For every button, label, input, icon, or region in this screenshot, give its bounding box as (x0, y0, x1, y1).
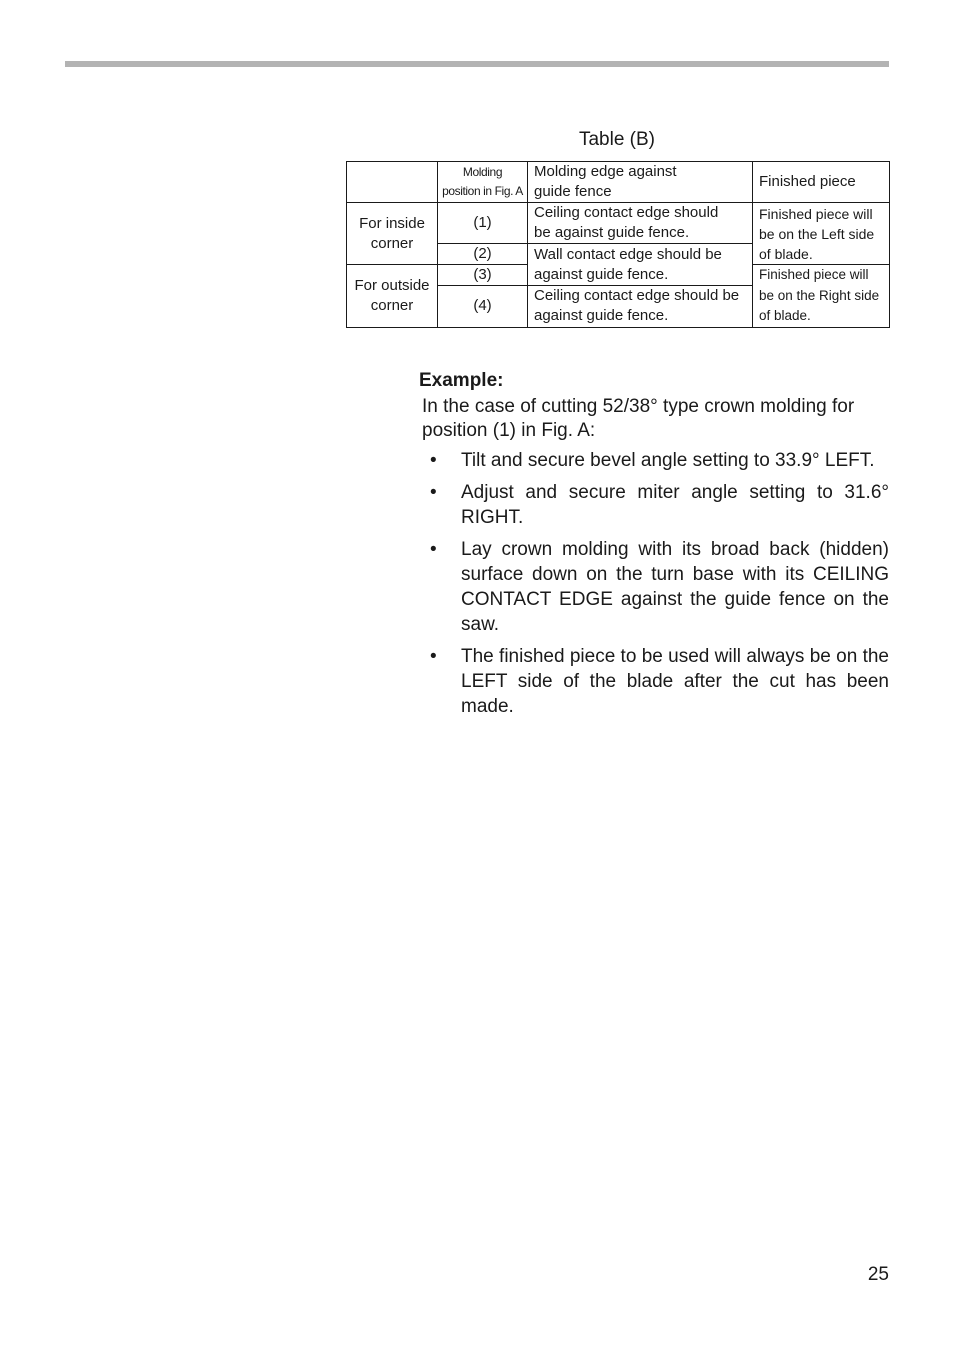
bullet-icon: • (430, 482, 437, 503)
edge-wall-line2: against guide fence. (534, 265, 669, 283)
edge-ceiling-upper (528, 203, 753, 244)
finished-left-line1: Finished piece will (759, 205, 873, 222)
header-rule (65, 61, 889, 67)
position-4: (4) (438, 286, 528, 327)
edge-ceiling-lower-line2: against guide fence. (534, 307, 669, 325)
header-molding-position-line1: Molding (462, 165, 503, 179)
example-steps-list (422, 448, 889, 726)
list-item (422, 644, 889, 719)
header-blank-cell (347, 162, 438, 203)
outside-corner-line1: For outside (354, 276, 430, 294)
finished-right-line2: be on the Right side (759, 287, 880, 303)
example-heading: Example: (419, 370, 504, 391)
crown-molding-table (346, 161, 890, 328)
finished-left-line3: of blade. (759, 245, 813, 262)
finished-left-line2: be on the Left side (759, 225, 875, 242)
table-header-row (347, 162, 890, 203)
table-caption: Table (B) (578, 129, 656, 150)
header-molding-edge-line1: Molding edge against (534, 163, 677, 180)
header-molding-edge (528, 162, 753, 203)
list-item (422, 480, 889, 530)
finished-left (753, 203, 890, 265)
header-finished-piece: Finished piece (753, 162, 890, 203)
step-text: Adjust and secure miter angle setting to 31.6° RIGHT. (461, 482, 889, 528)
position-1: (1) (438, 203, 528, 244)
position-2: (2) (438, 244, 528, 265)
list-item (422, 448, 889, 473)
inside-corner-label (347, 203, 438, 265)
page-number: 25 (867, 1264, 889, 1285)
header-molding-edge-line2: guide fence (534, 183, 612, 200)
finished-right-line1: Finished piece will (759, 267, 869, 282)
edge-wall (528, 244, 753, 286)
step-text: Tilt and secure bevel angle setting to 33.9° LEFT. (461, 450, 875, 471)
bullet-icon: • (430, 450, 437, 471)
list-item (422, 537, 889, 637)
bullet-icon: • (430, 646, 437, 667)
outside-corner-label (347, 265, 438, 328)
finished-right (753, 265, 890, 328)
position-3: (3) (438, 265, 528, 286)
step-text: The finished piece to be used will always be on the LEFT side of the blade after the cut has been made. (461, 646, 889, 717)
table-row (347, 203, 890, 244)
step-text: Lay crown molding with its broad back (hidden) surface down on the turn base with its CEILING CONTACT EDGE against the guide fence on the saw. (461, 539, 889, 635)
bullet-icon: • (430, 539, 437, 560)
finished-right-line3: of blade. (759, 308, 811, 323)
edge-wall-line1: Wall contact edge should be (534, 245, 722, 263)
outside-corner-line2: corner (370, 296, 414, 314)
inside-corner-line2: corner (370, 234, 414, 252)
header-molding-position-line2: position in Fig. A (442, 184, 523, 198)
edge-ceiling-upper-line1: Ceiling contact edge should (534, 204, 719, 221)
edge-ceiling-lower (528, 286, 753, 327)
inside-corner-line1: For inside (359, 214, 425, 232)
edge-ceiling-lower-line1: Ceiling contact edge should be (534, 287, 740, 305)
edge-ceiling-upper-line2: be against guide fence. (534, 224, 690, 241)
example-intro: In the case of cutting 52/38° type crown molding for position (1) in Fig. A: (422, 396, 855, 441)
header-molding-position (438, 162, 528, 203)
